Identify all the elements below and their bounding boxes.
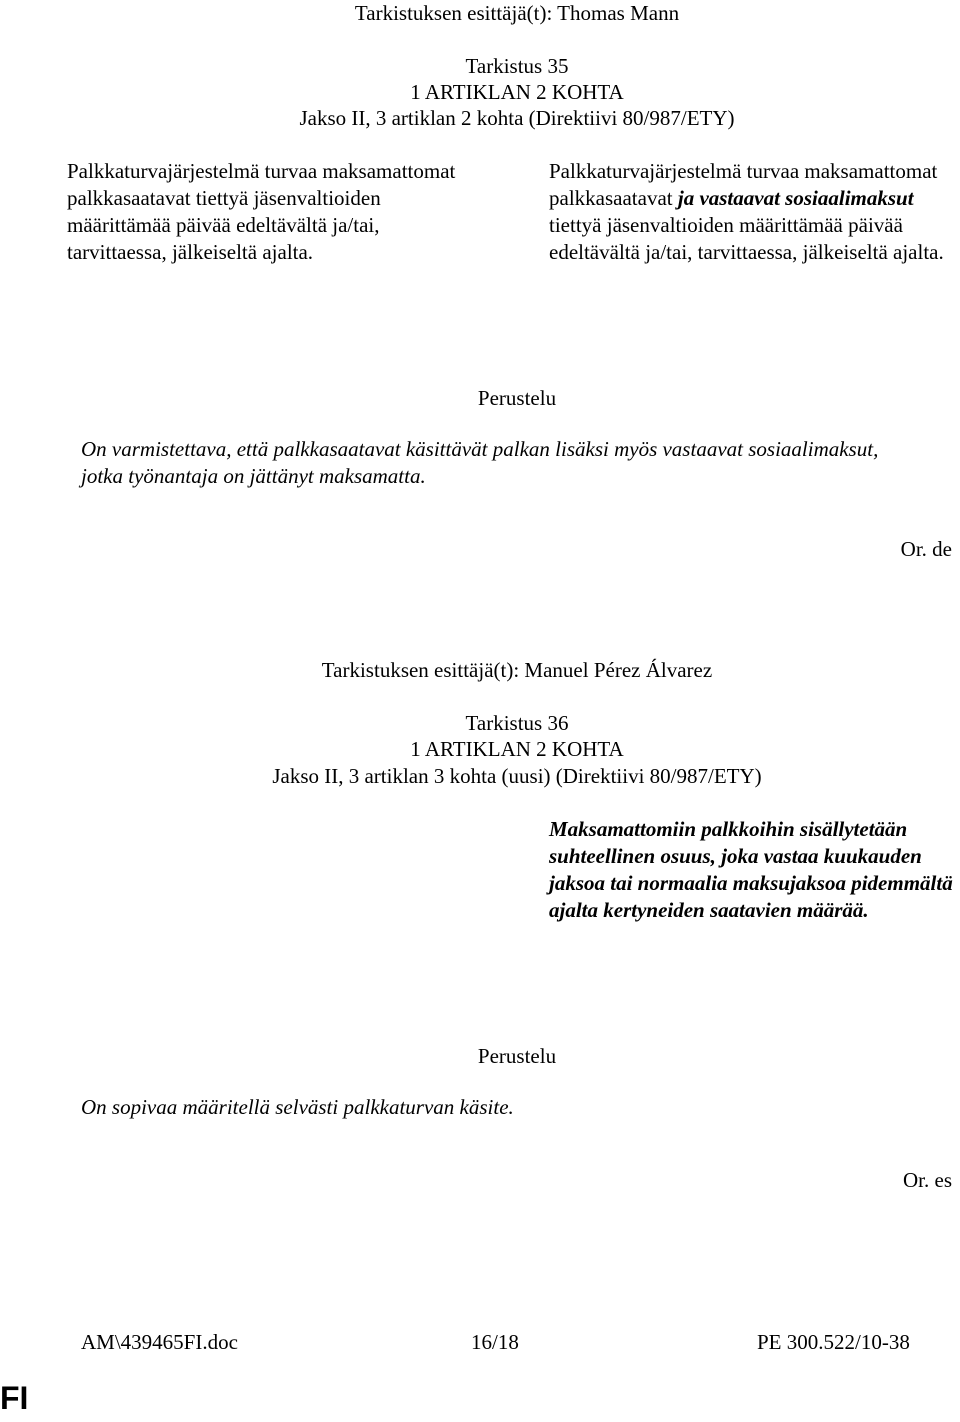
amended-text-before: Palkkaturvajärjestelmä turvaa maksamattomat palkkasaatavat — [549, 159, 938, 210]
amendment-36-amended-text: Maksamattomiin palkkoihin sisällytetään suhteellinen osuus, joka vastaa kuukauden jaksoa tai normaalia maksujaksoa pidemmältä ajalta kertyneiden saatavien määrää. — [549, 817, 953, 922]
footer-page-number: 16/18 — [471, 1330, 519, 1354]
amendment-36-justification: On sopivaa määritellä selvästi palkkaturvan käsite. — [81, 1095, 514, 1119]
page-footer — [0, 1329, 960, 1359]
amendment-35-justification: On varmistettava, että palkkasaatavat käsittävät palkan lisäksi myös vastaavat sosiaalimaksut, jotka työnantaja on jättänyt maksamatta. — [81, 437, 879, 488]
amendment-36-number: Tarkistus 36 — [465, 711, 569, 735]
footer-pe-ref: PE 300.522/10-38 — [757, 1330, 910, 1354]
amendment-35-reference: Jakso II, 3 artiklan 2 kohta (Direktiivi 80/987/ETY) — [299, 106, 735, 130]
amendment-36-original-language: Or. es — [903, 1168, 952, 1192]
language-code: FI — [0, 1380, 29, 1416]
amended-text-after: tiettyä jäsenvaltioiden määrittämää päivää edeltävältä ja/tai, tarvittaessa, jälkeiseltä ajalta. — [549, 213, 944, 264]
amendment-36-article: 1 ARTIKLAN 2 KOHTA — [410, 737, 624, 761]
amendment-36-justification-heading: Perustelu — [477, 1044, 557, 1068]
amendment-35-amended-text — [549, 158, 959, 266]
amendment-35-article: 1 ARTIKLAN 2 KOHTA — [410, 80, 624, 104]
amendment-36-author: Tarkistuksen esittäjä(t): Manuel Pérez Álvarez — [321, 658, 713, 682]
footer-doc-ref: AM\439465FI.doc — [81, 1330, 238, 1354]
amended-text-insertion: ja vastaavat sosiaalimaksut — [677, 186, 914, 210]
amendment-35-original-language: Or. de — [900, 537, 952, 561]
amendment-35-justification-heading: Perustelu — [477, 386, 557, 410]
amendment-35-author: Tarkistuksen esittäjä(t): Thomas Mann — [354, 1, 680, 25]
amendment-35-number: Tarkistus 35 — [465, 54, 569, 78]
amendment-36-reference: Jakso II, 3 artiklan 3 kohta (uusi) (Direktiivi 80/987/ETY) — [272, 764, 762, 788]
amendment-35-original-text: Palkkaturvajärjestelmä turvaa maksamattomat palkkasaatavat tiettyä jäsenvaltioiden määrittämää päivää edeltävältä ja/tai, tarvittaessa, jälkeiseltä ajalta. — [67, 159, 456, 264]
